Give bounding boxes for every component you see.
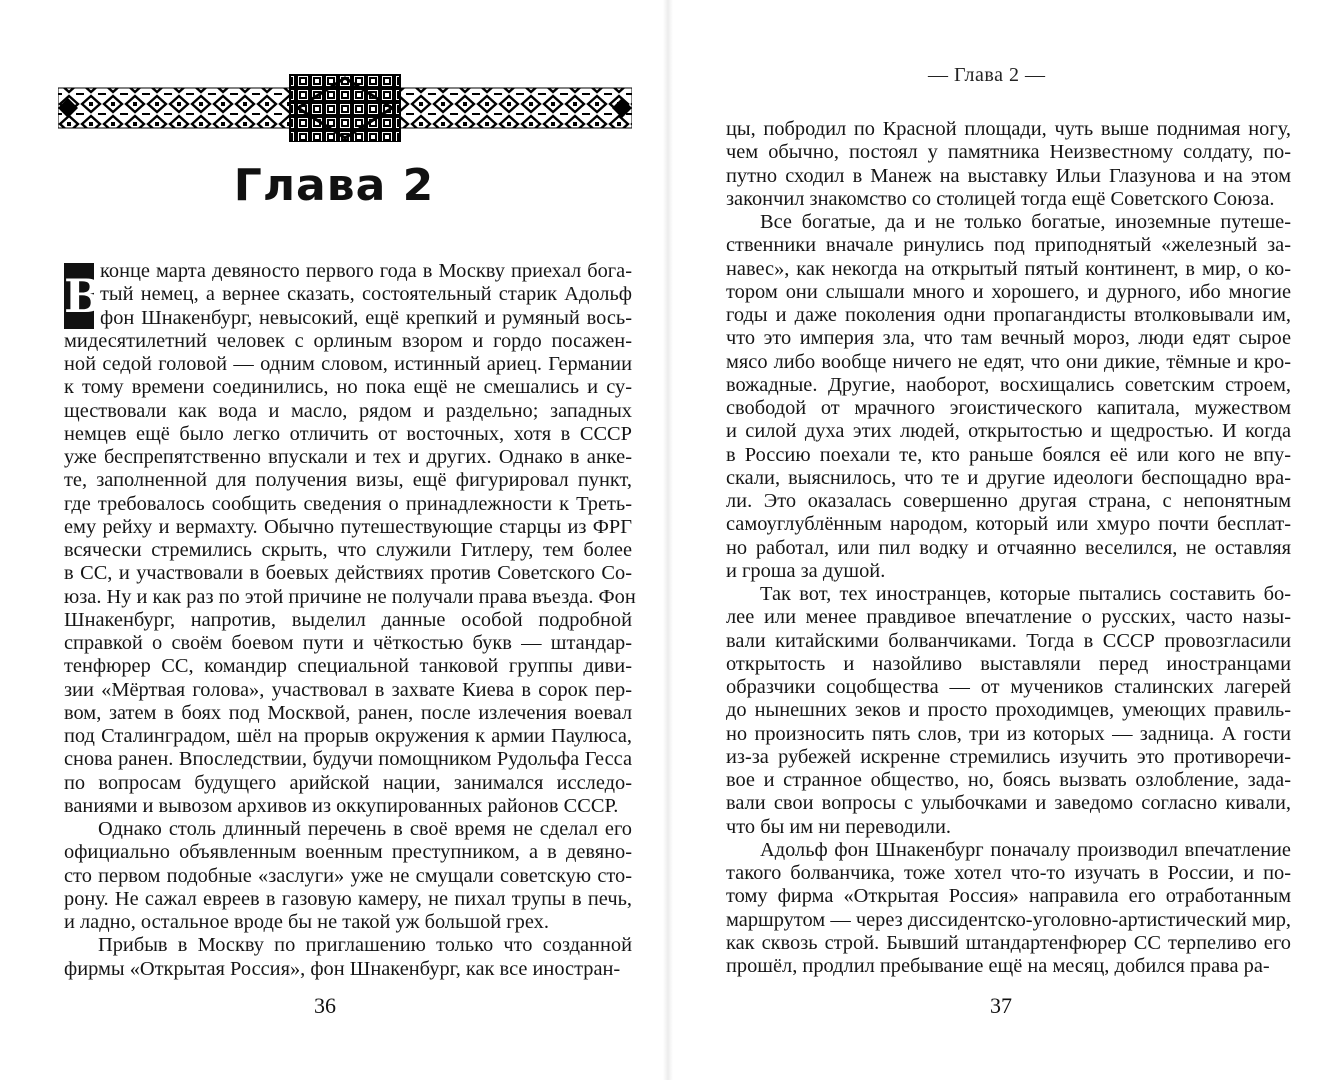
paragraph bbox=[726, 839, 1291, 979]
text-line: справкой о своём боевом пути и чёткостью букв — штандар- bbox=[64, 632, 632, 654]
right-page bbox=[668, 0, 1336, 1080]
text-line: скали, выяснилось, что те и другие идеологи беспощадно вра- bbox=[726, 466, 1291, 489]
paragraph bbox=[64, 818, 632, 934]
text-line: тый немец, а вернее сказать, состоятельный старик Адольф bbox=[100, 283, 632, 306]
text-line: лее или менее правдивое впечатление о русских, часто назы- bbox=[726, 606, 1291, 629]
paragraph bbox=[64, 260, 636, 818]
text-line: годы и даже поколения одни пропагандисты втолковывали им, bbox=[726, 304, 1291, 326]
text-line: мясо либо вообще ничего не едят, что они дикие, тёмные и кро- bbox=[726, 350, 1291, 373]
text-line: прошёл, продлил пребывание ещё на месяц, добился права ра- bbox=[726, 955, 1270, 977]
text-line: свободой от мрачного эгоистического капитала, мужеством bbox=[726, 397, 1291, 419]
text-line: к тому времени соединились, но пока ещё не смешались и су- bbox=[64, 376, 632, 399]
text-line: тенфюрер СС, командир специальной танковой группы диви- bbox=[64, 655, 632, 678]
paragraph bbox=[726, 211, 1291, 583]
running-head: — Глава 2 — bbox=[928, 64, 1046, 86]
text-line: вожадные. Другие, наоборот, восхищались советским строем, bbox=[726, 373, 1291, 396]
text-line: тому фирма «Открытая Россия» направила его отработанным bbox=[726, 885, 1291, 908]
text-line: что это империя зла, что там вечный мороз, люди едят сырое bbox=[726, 327, 1291, 350]
text-line: до нынешних зеков и просто проходимцев, умеющих правиль- bbox=[726, 699, 1291, 722]
text-line: ственники вначале ринулись под приподнятый «железный за- bbox=[726, 234, 1291, 257]
text-line: под Сталинградом, шёл на прорыв окружения к армии Паулюса, bbox=[64, 725, 632, 747]
page-number: 36 bbox=[314, 993, 336, 1018]
text-line: навес», как некогда на открытый пятый континент, в мир, о ко- bbox=[726, 257, 1291, 280]
text-line: немцев ещё было легко отличить от восточных, хотя в СССР bbox=[64, 422, 632, 445]
paragraph bbox=[726, 583, 1291, 839]
text-line: фон Шнакенбург, невысокий, ещё крепкий и румяный вось- bbox=[100, 306, 632, 329]
text-line: что бы им ни переводили. bbox=[726, 815, 951, 838]
text-line: чем обычно, постоял у памятника Неизвестному солдату, по- bbox=[726, 141, 1291, 164]
text-line: путно сходил в Манеж на выставку Ильи Глазунова и на этом bbox=[726, 164, 1291, 187]
text-line: сто первом подобные «заслуги» уже не смущали советскую сто- bbox=[64, 864, 632, 887]
text-line: но произносить пять слов, три из которых — задница. А гости bbox=[726, 722, 1291, 745]
slavic-ornament-banner bbox=[58, 74, 632, 142]
text-line: самоуглублённым народом, который или хмуро почти бесплат- bbox=[726, 513, 1291, 536]
text-line: те, заполненной для получения визы, ещё фигурировал пункт, bbox=[64, 469, 632, 492]
text-line: юза. Ну и как раз по этой причине не получали права въезда. Фон bbox=[64, 585, 636, 608]
text-line: такого болванчика, тоже хотел что-то изучать в России, и по- bbox=[726, 862, 1291, 884]
text-line: Прибыв в Москву по приглашению только что созданной bbox=[98, 934, 632, 957]
text-line: всячески стремились скрыть, что служили Гитлеру, тем более bbox=[64, 539, 632, 561]
text-line: в Россию поехали те, кто раньше боялся её или кого не впу- bbox=[726, 443, 1291, 466]
text-line: Все богатые, да и не только богатые, иноземные путеше- bbox=[760, 211, 1291, 233]
text-line: фирмы «Открытая Россия», фон Шнакенбург, как все иностран- bbox=[64, 957, 621, 980]
text-line: и силой духа этих людей, открытостью и щедростью. И когда bbox=[726, 420, 1291, 443]
text-line: мидесятилетний человек с орлиным взором и гордо посажен- bbox=[64, 329, 632, 352]
text-line: Шнакенбург, напротив, выделил данные особой подробной bbox=[64, 608, 632, 631]
paragraph-lines bbox=[64, 260, 636, 818]
text-line: тором они слышали много и хорошего, и дурного, ибо многие bbox=[726, 280, 1291, 303]
text-line: ли. Это оказалась совершенно другая страна, с непонятным bbox=[726, 490, 1291, 512]
text-line: Адольф фон Шнакенбург поначалу производил впечатление bbox=[760, 838, 1291, 861]
text-line: цы, побродил по Красной площади, чуть выше поднимая ногу, bbox=[726, 118, 1291, 140]
text-line: открытость и назойливо выставляли перед иностранцами bbox=[726, 652, 1291, 675]
text-line: ной седой головой — одним словом, истинный ариец. Германии bbox=[64, 353, 632, 375]
text-line: из-за рубежей искренне стремились изучить это противоречи- bbox=[726, 745, 1291, 768]
drop-cap-letter: В bbox=[64, 263, 94, 329]
paragraph bbox=[726, 118, 1291, 211]
text-line: и ладно, остальное вроде бы не такой уж большой грех. bbox=[64, 911, 549, 933]
text-line: уже беспрепятственно впускали и тех и других. Однако в анке- bbox=[64, 446, 632, 468]
text-line: вое и странное общество, но, боясь вызвать озлобление, зада- bbox=[726, 769, 1291, 791]
text-line: ваниями и вывозом архивов из оккупированных районов СССР. bbox=[64, 794, 619, 817]
text-line: ществовали как вода и масло, рядом и раздельно; западных bbox=[64, 399, 632, 422]
text-line: образчики соцобщества — от мучеников сталинских лагерей bbox=[726, 676, 1291, 698]
chapter-title: Глава 2 bbox=[233, 160, 435, 211]
text-line: Так вот, тех иностранцев, которые пытались составить бо- bbox=[760, 583, 1291, 605]
text-line: как сквозь строй. Бывший штандартенфюрер СС терпеливо его bbox=[726, 931, 1291, 954]
text-line: конце марта девяносто первого года в Москву приехал бога- bbox=[100, 260, 632, 282]
text-line: маршрутом — через диссидентско-уголовно-артистический мир, bbox=[726, 908, 1291, 931]
text-line: в СС, и участвовали в боевых действиях против Советского Со- bbox=[64, 562, 632, 585]
text-line: но работал, или пил водку и отчаянно веселился, не оставляя bbox=[726, 536, 1291, 559]
text-line: зии «Мёртвая голова», участвовал в захвате Киева в сорок пер- bbox=[64, 678, 632, 701]
text-line: Однако столь длинный перечень в своё время не сделал его bbox=[98, 818, 632, 840]
text-line: рону. Не сажал евреев в газовую камеру, не пихал трупы в печь, bbox=[64, 887, 632, 910]
left-body-text bbox=[64, 260, 636, 981]
text-line: по вопросам будущего арийской нации, занимался исследо- bbox=[64, 771, 632, 794]
text-line: официально объявленным военным преступником, а в девяно- bbox=[64, 841, 632, 864]
text-line: и гроша за душой. bbox=[726, 559, 886, 582]
text-line: ему рейху и вермахту. Обычно путешествующие старцы из ФРГ bbox=[64, 515, 632, 538]
text-line: вали китайскими болванчиками. Тогда в СССР провозгласили bbox=[726, 629, 1291, 652]
text-line: вали свои вопросы с улыбочками и заведомо согласно кивали, bbox=[726, 792, 1291, 815]
page-number: 37 bbox=[990, 993, 1012, 1018]
right-body-text bbox=[726, 118, 1291, 978]
text-line: закончил знакомство со столицей тогда ещё Советского Союза. bbox=[726, 187, 1275, 210]
text-line: снова ранен. Впоследствии, будучи помощником Рудольфа Гесса bbox=[64, 748, 632, 771]
text-line: вом, затем в боях под Москвой, ранен, после излечения воевал bbox=[64, 701, 632, 724]
paragraph bbox=[64, 934, 632, 981]
text-line: где требовалось сообщить сведения о принадлежности к Треть- bbox=[64, 492, 632, 515]
